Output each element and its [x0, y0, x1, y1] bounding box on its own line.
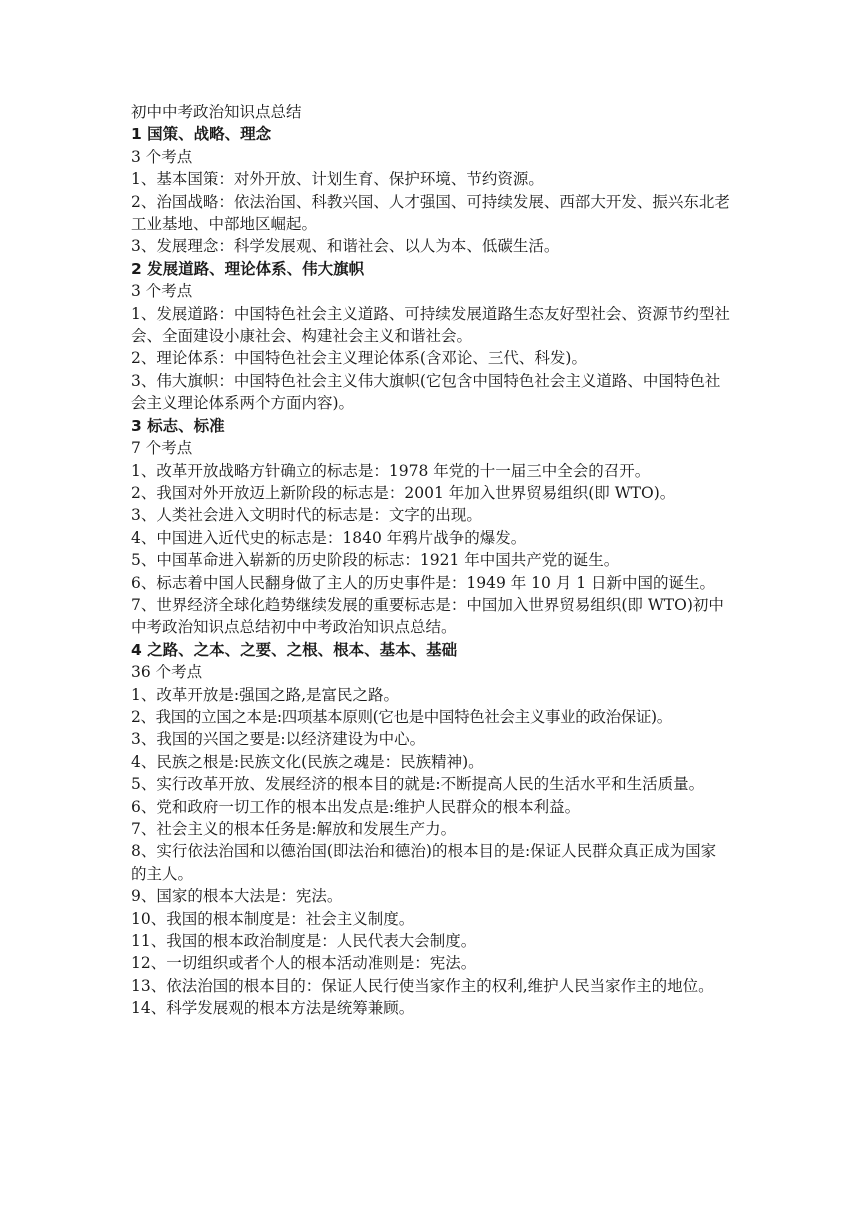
list-item: 5、实行改革开放、发展经济的根本目的就是:不断提高人民的生活水平和生活质量。	[131, 775, 705, 794]
list-item: 2、治国战略：依法治国、科教兴国、人才强国、可持续发展、西部大开发、振兴东北老工业基地、中部地区崛起。	[131, 192, 730, 234]
list-item: 6、党和政府一切工作的根本出发点是:维护人民群众的根本利益。	[131, 797, 581, 816]
list-item: 13、依法治国的根本目的：保证人民行使当家作主的权利,维护人民当家作主的地位。	[131, 976, 714, 995]
list-item: 2、我国对外开放迈上新阶段的标志是：2001 年加入世界贸易组织(即 WTO)。	[131, 483, 676, 502]
list-item: 7、世界经济全球化趋势继续发展的重要标志是：中国加入世界贸易组织(即 WTO)初中中考政治知识点总结初中中考政治知识点总结。	[131, 595, 724, 637]
section-heading: 4 之路、之本、之要、之根、根本、基本、基础	[131, 640, 458, 659]
section-point-count: 36 个考点	[131, 663, 203, 682]
list-item: 3、发展理念：科学发展观、和谐社会、以人为本、低碳生活。	[131, 237, 560, 256]
list-item: 8、实行依法治国和以德治国(即法治和德治)的根本目的是:保证人民群众真正成为国家的主人。	[131, 842, 717, 883]
list-item: 1、基本国策：对外开放、计划生育、保护环境、节约资源。	[131, 170, 544, 189]
list-item: 4、民族之根是:民族文化(民族之魂是：民族精神)。	[131, 752, 484, 771]
list-item: 2、我国的立国之本是:四项基本原则(它也是中国特色社会主义事业的政治保证)。	[131, 707, 672, 726]
list-item: 11、我国的根本政治制度是：人民代表大会制度。	[131, 932, 477, 951]
list-item: 2、理论体系：中国特色社会主义理论体系(含邓论、三代、科发)。	[131, 349, 587, 368]
list-item: 4、中国进入近代史的标志是：1840 年鸦片战争的爆发。	[131, 528, 527, 547]
list-item: 12、一切组织或者个人的根本活动准则是：宪法。	[131, 954, 477, 973]
list-item: 14、科学发展观的根本方法是统筹兼顾。	[131, 999, 415, 1018]
document-body	[131, 101, 743, 1020]
list-item: 3、人类社会进入文明时代的标志是：文字的出现。	[131, 506, 482, 525]
list-item: 7、社会主义的根本任务是:解放和发展生产力。	[131, 820, 457, 838]
list-item: 1、发展道路：中国特色社会主义道路、可持续发展道路生态友好型社会、资源节约型社会、全面建设小康社会、构建社会主义和谐社会。	[131, 304, 730, 346]
section-heading: 3 标志、标准	[131, 416, 225, 435]
section-heading: 1 国策、战略、理念	[131, 125, 272, 144]
list-item: 1、改革开放战略方针确立的标志是：1978 年党的十一届三中全会的召开。	[131, 461, 651, 480]
list-item: 6、标志着中国人民翻身做了主人的历史事件是：1949 年 10 月 1 日新中国的诞生。	[131, 573, 716, 592]
section-point-count: 7 个考点	[131, 439, 193, 458]
document-title: 初中中考政治知识点总结	[131, 103, 302, 121]
list-item: 3、我国的兴国之要是:以经济建设为中心。	[131, 730, 426, 749]
section-heading: 2 发展道路、理论体系、伟大旗帜	[131, 259, 365, 278]
list-item: 3、伟大旗帜：中国特色社会主义伟大旗帜(它包含中国特色社会主义道路、中国特色社会主义理论体系两个方面内容)。	[131, 371, 721, 413]
list-item: 5、中国革命进入崭新的历史阶段的标志：1921 年中国共产党的诞生。	[131, 551, 620, 570]
list-item: 10、我国的根本制度是：社会主义制度。	[131, 909, 415, 928]
list-item: 9、国家的根本大法是：宪法。	[131, 887, 343, 906]
section-point-count: 3 个考点	[131, 147, 193, 166]
list-item: 1、改革开放是:强国之路,是富民之路。	[131, 685, 400, 704]
section-point-count: 3 个考点	[131, 282, 193, 301]
